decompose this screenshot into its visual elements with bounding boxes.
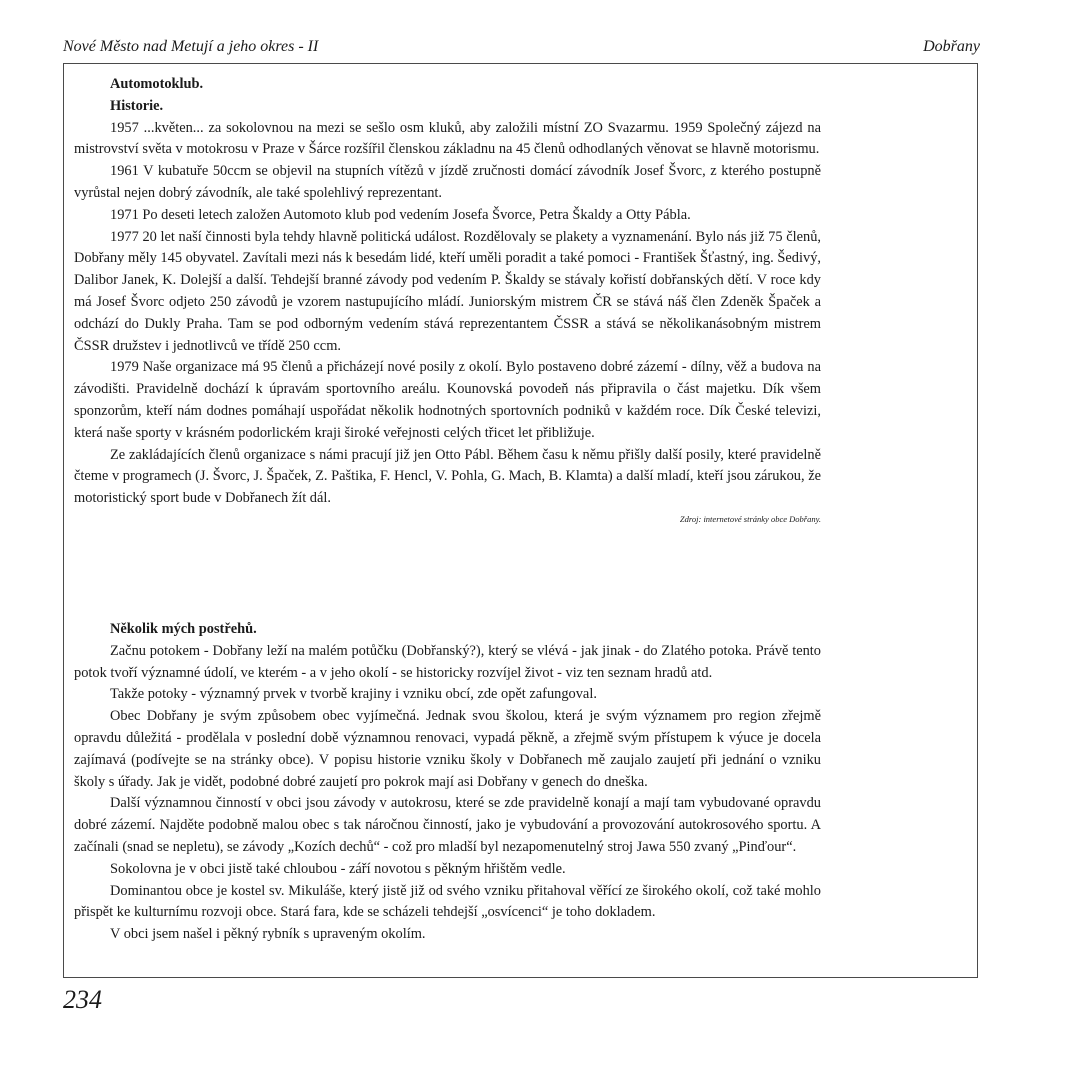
paragraph: 1971 Po deseti letech založen Automoto klub pod vedením Josefa Švorce, Petra Škaldy a Otty Pábla. [110,206,691,223]
paragraph: Ze zakládajících členů organizace s námi pracují již jen Otto Pábl. Během času k němu přišly další posily, které pravidelně čteme v programech (J. Švorc, J. Špaček, Z. Paštika, F. Hencl, V. Pohla, G. Mach, B. Klamta) a další mladí, kteří jsou zárukou, že motoristický sport bude v Dobřanech žít dál. [74,446,821,507]
automotoklub-section [74,74,821,525]
paragraph: Takže potoky - významný prvek v tvorbě krajiny i vzniku obcí, zde opět zafungoval. [110,686,597,703]
page-number: 234 [63,985,102,1014]
running-header [63,38,980,60]
content-frame [63,63,978,978]
observations-section [74,619,821,946]
paragraph: Dominantou obce je kostel sv. Mikuláše, který jistě již od svého vzniku přitahoval věřící ze širokého okolí, což také mohlo přispět ke kulturnímu rozvoji obce. Stará fara, kde se scházeli tehdejší „osvícenci“ je toho dokladem. [74,882,821,921]
paragraph: Sokolovna je v obci jistě také chloubou - září novotou s pěkným hřištěm vedle. [110,860,566,877]
book-title: Nové Město nad Metují a jeho okres - II [63,38,319,55]
section-title: Několik mých postřehů. [110,621,257,637]
section-subtitle: Historie. [110,97,164,114]
paragraph: Začnu potokem - Dobřany leží na malém potůčku (Dobřanský?), který se vlévá - jak jinak - do Zlatého potoka. Právě tento potok tvoří významné údolí, ve kterém - a v jeho okolí - se historicky rozvíjel život - viz ten seznam hradů atd. [74,642,821,681]
paragraph: 1957 ...květen... za sokolovnou na mezi se sešlo osm kluků, aby založili místní ZO Svazarmu. 1959 Společný zájezd na mistrovství světa v motokrosu v Praze v Šárce rozšířil členskou základnu na 45 členů odhodlaných věnovat se hlavně motorismu. [74,119,821,158]
paragraph: 1977 20 let naší činnosti byla tehdy hlavně politická událost. Rozdělovaly se plakety a vyznamenání. Bylo nás již 75 členů, Dobřany měly 145 obyvatel. Zavítali mezi nás k besedám lidé, kteří uměli poradit a také pomoci - František Šťastný, ing. Šedivý, Dalibor Janek, K. Dolejší a další. Tehdejší branné závody pod vedením P. Škaldy se stávaly kořistí dobřanských dětí. V roce kdy má Josef Švorc odjeto 250 závodů je vzorem nastupujícího mládí. Juniorským mistrem ČR se stává náš člen Zdeněk Špaček a odchází do Dukly Praha. Tam se pod odborným vedením stává reprezentantem ČSSR a stává se několikanásobným mistrem ČSSR družstev i jednotlivců ve třídě 250 ccm. [74,228,821,354]
section-title: Automotoklub. [110,76,204,92]
paragraph: 1961 V kubatuře 50ccm se objevil na stupních vítězů v jízdě zručnosti domácí závodník Josef Švorc, z kterého postupně vyrůstal nejen dobrý závodník, ale také spolehlivý reprezentant. [74,163,821,201]
source-note: Zdroj: internetové stránky obce Dobřany. [679,513,821,524]
paragraph: V obci jsem našel i pěkný rybník s upraveným okolím. [110,926,426,943]
paragraph: 1979 Naše organizace má 95 členů a přicházejí nové posily z okolí. Bylo postaveno dobré zázemí - dílny, věž a budova na závodišti. Pravidelně dochází k úpravám sportovního areálu. Kounovská povodeň nás připravila o část majetku. Dík všem sponzorům, kteří nám dodnes pomáhají uspořádat několik hodnotných sportovních podniků v každém roce. Dík České televizi, která naše sporty v krásném podorlickém kraji široké veřejnosti celých třicet let přibližuje. [74,359,821,441]
paragraph: Obec Dobřany je svým způsobem obec vyjímečná. Jednak svou školou, která je svým významem pro region zřejmě opravdu důležitá - prodělala v poslední době významnou renovaci, vypadá pěkně, a zřejmě svým přístupem k výuce je docela zajímavá (podívejte se na stránky obce). V popisu historie vzniku školy v Dobřanech mě zaujalo zaujetí při jednání o vzniku školy s úřady. Jak je vidět, podobné dobré zaujetí pro pokrok mají asi Dobřany v genech do dneška. [74,708,821,790]
paragraph: Další významnou činností v obci jsou závody v autokrosu, které se zde pravidelně konají a mají tam vybudované opravdu dobré zázemí. Najděte podobně malou obec s tak náročnou činností, jako je vybudování a provozování autokrosového sportu. A začínali (snad se nepletu), se závody „Kozích dechů“ - což pro mladší byl nezapomenutelný stroj Jawa 550 zvaný „Pinďour“. [74,795,821,855]
chapter-title: Dobřany [923,38,980,55]
